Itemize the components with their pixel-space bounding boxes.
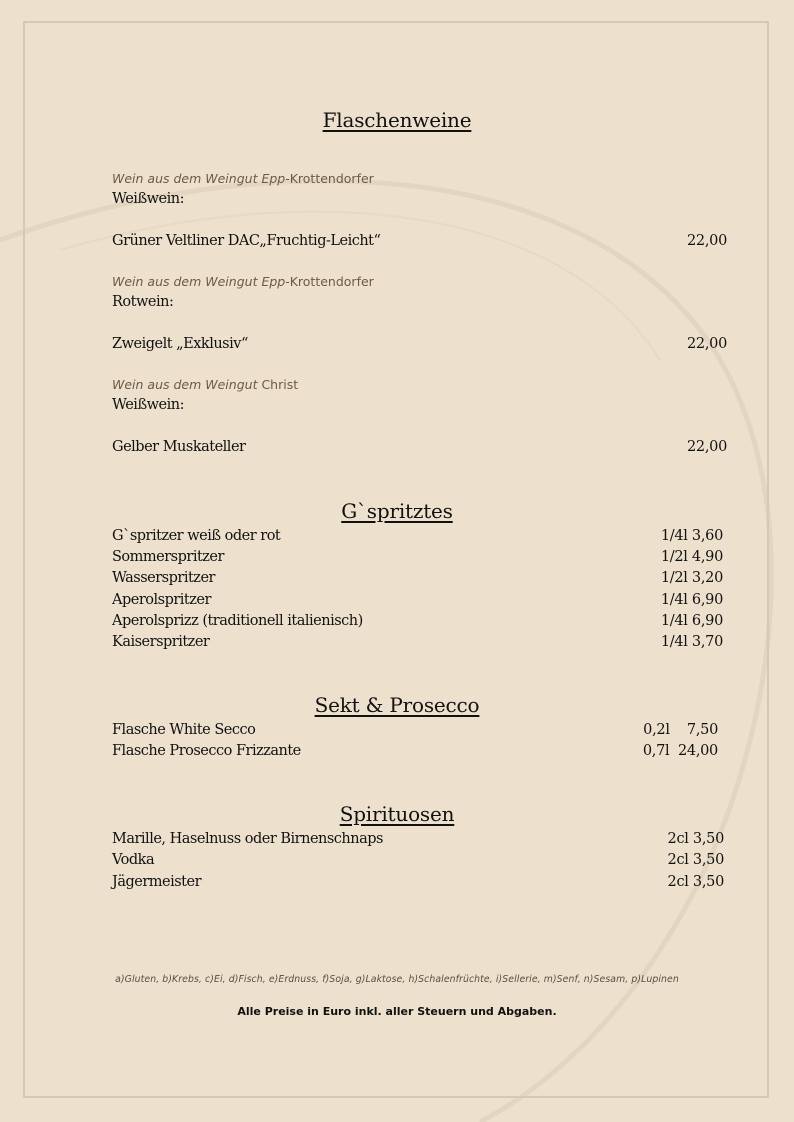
wine-item-name: Zweigelt „Exklusiv“: [112, 336, 248, 352]
wine-item-price: 22,00: [686, 439, 727, 455]
wine-item-name: Grüner Veltliner DAC„Fruchtig-Leicht“: [112, 233, 381, 249]
wine-item-name: Gelber Muskateller: [112, 439, 246, 455]
spritz-item-price: 1/4l 6,90: [660, 613, 723, 629]
wine-item-price: 22,00: [686, 336, 727, 352]
section-title-wine: Flaschenweine: [322, 108, 472, 132]
spritz-item-price: 1/4l 3,70: [660, 634, 723, 650]
section-title-spritz: G`spritztes: [341, 499, 453, 523]
spritz-item-name: Wasserspritzer: [112, 570, 215, 586]
spritz-item-price: 1/2l 4,90: [660, 549, 723, 565]
spirits-item-price: 2cl 3,50: [667, 831, 724, 847]
wine-item-price: 22,00: [686, 233, 727, 249]
sekt-item-name: Flasche Prosecco Frizzante: [112, 743, 301, 759]
wine-type-label: Weißwein:: [112, 191, 184, 207]
allergen-legend: a)Gluten, b)Krebs, c)Ei, d)Fisch, e)Erdnuss, f)Soja, g)Laktose, h)Schalenfrüchte, i)Sellerie, m)Senf, n)Sesam, p)Lupinen: [115, 974, 679, 985]
section-title-spirits: Spirituosen: [339, 802, 455, 826]
spirits-item-price: 2cl 3,50: [667, 874, 724, 890]
wine-type-label: Weißwein:: [112, 397, 184, 413]
spirits-item-name: Marille, Haselnuss oder Birnenschnaps: [112, 831, 383, 847]
sekt-item-name: Flasche White Secco: [112, 722, 256, 738]
spirits-item-name: Vodka: [112, 852, 155, 868]
spritz-item-price: 1/2l 3,20: [660, 570, 723, 586]
spirits-item-price: 2cl 3,50: [667, 852, 724, 868]
price-footnote: Alle Preise in Euro inkl. aller Steuern und Abgaben.: [237, 1005, 557, 1018]
wine-type-label: Rotwein:: [112, 294, 174, 310]
sekt-item-price: 0,7l 24,00: [642, 743, 718, 759]
spritz-item-name: G`spritzer weiß oder rot: [112, 528, 281, 544]
spritz-item-price: 1/4l 3,60: [660, 528, 723, 544]
spritz-item-name: Aperolspritzer: [112, 592, 211, 608]
spritz-item-name: Aperolsprizz (traditionell italienisch): [112, 613, 363, 629]
spritz-item-name: Sommerspritzer: [112, 549, 224, 565]
winery-label: Wein aus dem Weingut Epp-Krottendorfer: [112, 171, 374, 186]
spirits-item-name: Jägermeister: [112, 874, 202, 890]
spritz-item-price: 1/4l 6,90: [660, 592, 723, 608]
section-title-sekt: Sekt & Prosecco: [314, 693, 480, 717]
winery-label: Wein aus dem Weingut Christ: [112, 377, 299, 392]
sekt-item-price: 0,2l 7,50: [643, 722, 718, 738]
spritz-item-name: Kaiserspritzer: [112, 634, 210, 650]
winery-label: Wein aus dem Weingut Epp-Krottendorfer: [112, 274, 374, 289]
